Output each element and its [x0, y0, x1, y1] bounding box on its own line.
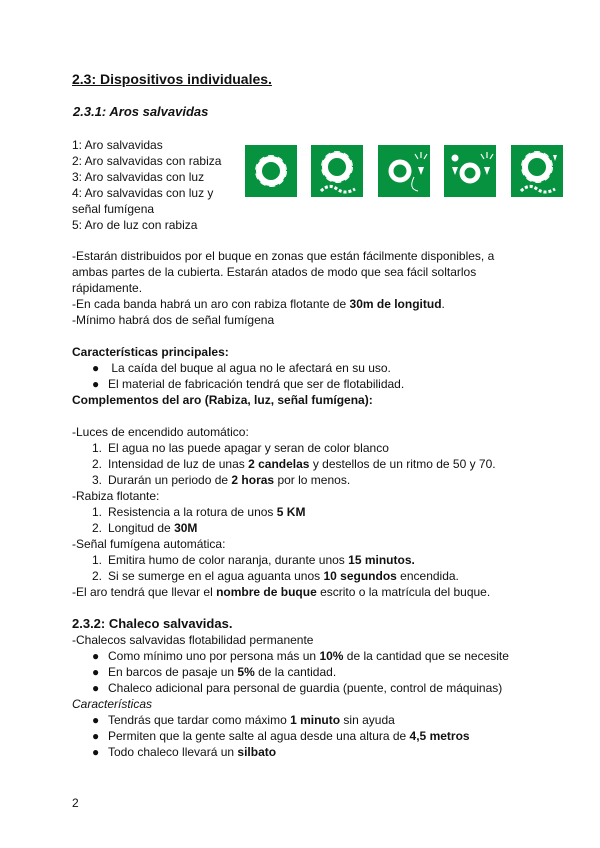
list-marker: ●: [92, 649, 100, 663]
text-run: -Chalecos salvavidas flotabilidad permanente: [72, 633, 314, 647]
legend-item: señal fumígena: [72, 202, 155, 216]
text-run: -Estarán distribuidos por el buque en zonas que están fácilmente disponibles, a: [72, 249, 495, 263]
text-run: sin ayuda: [340, 713, 395, 727]
section-title: 2.3: Dispositivos individuales.: [72, 71, 272, 87]
text-run: Características: [72, 697, 153, 711]
bold-text: 30M: [174, 521, 198, 535]
text-run: Durarán un periodo de: [108, 473, 232, 487]
list-item: [72, 504, 542, 520]
bold-text: 2 horas: [231, 473, 275, 487]
text-run: escrito o la matrícula del buque.: [316, 585, 491, 599]
bold-text: 2 candelas: [248, 457, 310, 471]
lifebuoy-with-line-icon: [311, 145, 363, 197]
text-line: [72, 584, 542, 600]
text-run: Resistencia a la rotura de unos: [108, 505, 277, 519]
text-line: [72, 632, 542, 648]
text-run: La caída del buque al agua no le afectará en su uso.: [108, 361, 391, 375]
text-run: por lo menos.: [274, 473, 351, 487]
text-run: -El aro tendrá que llevar el: [72, 585, 217, 599]
list-marker: ●: [92, 361, 100, 375]
list-marker: 3.: [92, 473, 103, 487]
bold-text: 30m de longitud: [349, 297, 442, 311]
text-run: y destellos de un ritmo de 50 y 70.: [309, 457, 496, 471]
text-run: Todo chaleco llevará un: [108, 745, 238, 759]
bold-text: Complementos del aro (Rabiza, luz, señal fumígena):: [72, 393, 373, 407]
list-marker: ●: [92, 377, 100, 391]
list-item: [72, 472, 542, 488]
text-run: El agua no las puede apagar y seran de color blanco: [108, 441, 389, 455]
list-marker: ●: [92, 681, 100, 695]
text-line: [72, 280, 542, 296]
bold-text: 10 segundos: [323, 569, 397, 583]
list-marker: 1.: [92, 553, 103, 567]
lifebuoy-with-light-icon: [378, 145, 430, 197]
list-item: [72, 360, 542, 376]
legend-item: 4: Aro salvavidas con luz y: [72, 186, 214, 200]
lifebuoy-light-with-line-icon: [511, 145, 563, 197]
text-run: Permiten que la gente salte al agua desde una altura de: [108, 729, 410, 743]
list-marker: 1.: [92, 505, 103, 519]
legend-item: 5: Aro de luz con rabiza: [72, 218, 198, 232]
text-run: encendida.: [396, 569, 459, 583]
text-line: [72, 248, 542, 264]
list-marker: 2.: [92, 569, 103, 583]
list-item: [72, 568, 542, 584]
text-run: .: [441, 297, 445, 311]
bold-text: 1 minuto: [290, 713, 341, 727]
list-item: [72, 712, 542, 728]
text-run: de la cantidad que se necesite: [343, 649, 509, 663]
bold-text: silbato: [237, 745, 277, 759]
text-run: En barcos de pasaje un: [108, 665, 238, 679]
list-marker: 2.: [92, 457, 103, 471]
text-run: rápidamente.: [72, 281, 143, 295]
list-item: [72, 440, 542, 456]
subsection-heading: [72, 616, 542, 632]
bold-text: 15 minutos.: [348, 553, 415, 567]
subsection-title: 2.3.1: Aros salvavidas: [73, 104, 209, 119]
list-item: [72, 680, 542, 696]
text-line: [72, 296, 542, 312]
document-body: [72, 248, 542, 760]
text-line: [72, 488, 542, 504]
lifebuoy-icon: [245, 145, 297, 197]
text-run: -Luces de encendido automático:: [72, 425, 249, 439]
page-number: 2: [72, 796, 79, 810]
bold-text: 4,5 metros: [409, 729, 470, 743]
text-run: -En cada banda habrá un aro con rabiza flotante de: [72, 297, 350, 311]
text-line: [72, 536, 542, 552]
list-marker: ●: [92, 729, 100, 743]
list-item: [72, 376, 542, 392]
list-marker: 2.: [92, 521, 103, 535]
icon-legend: [72, 137, 221, 233]
list-marker: ●: [92, 713, 100, 727]
text-run: de la cantidad.: [254, 665, 337, 679]
text-run: ambas partes de la cubierta. Estarán atados de modo que sea fácil soltarlos: [72, 265, 477, 279]
text-line: [72, 696, 542, 712]
list-item: [72, 728, 542, 744]
text-run: Longitud de: [108, 521, 175, 535]
bold-text: Características principales:: [72, 345, 229, 359]
lifebuoy-with-light-and-smoke-icon: [444, 145, 496, 197]
legend-item: 3: Aro salvavidas con luz: [72, 170, 205, 184]
bold-text: nombre de buque: [216, 585, 317, 599]
bold-text: 5%: [237, 665, 255, 679]
bold-text: 5 KM: [276, 505, 306, 519]
text-line: [72, 344, 542, 360]
text-run: Tendrás que tardar como máximo: [108, 713, 291, 727]
text-line: [72, 392, 542, 408]
legend-item: 2: Aro salvavidas con rabiza: [72, 154, 222, 168]
list-marker: 1.: [92, 441, 103, 455]
bold-text: 10%: [319, 649, 344, 663]
text-run: 2.3.2: Chaleco salvavidas.: [72, 616, 233, 631]
text-line: [72, 424, 542, 440]
text-run: Emitira humo de color naranja, durante unos: [108, 553, 349, 567]
text-run: -Mínimo habrá dos de señal fumígena: [72, 313, 275, 327]
text-line: [72, 312, 542, 328]
text-run: Si se sumerge en el agua aguanta unos: [108, 569, 324, 583]
blank-line: [72, 328, 542, 344]
list-item: [72, 664, 542, 680]
blank-line: [72, 408, 542, 424]
text-run: -Rabiza flotante:: [72, 489, 160, 503]
text-line: [72, 264, 542, 280]
legend-item: 1: Aro salvavidas: [72, 138, 163, 152]
blank-line: [72, 600, 542, 616]
text-run: -Señal fumígena automática:: [72, 537, 226, 551]
list-item: [72, 744, 542, 760]
text-run: Intensidad de luz de unas: [108, 457, 249, 471]
list-item: [72, 648, 542, 664]
list-item: [72, 520, 542, 536]
list-item: [72, 456, 542, 472]
list-item: [72, 552, 542, 568]
list-marker: ●: [92, 745, 100, 759]
text-run: El material de fabricación tendrá que ser de flotabilidad.: [108, 377, 405, 391]
list-marker: ●: [92, 665, 100, 679]
text-run: Como mínimo uno por persona más un: [108, 649, 320, 663]
text-run: Chaleco adicional para personal de guardia (puente, control de máquinas): [108, 681, 503, 695]
